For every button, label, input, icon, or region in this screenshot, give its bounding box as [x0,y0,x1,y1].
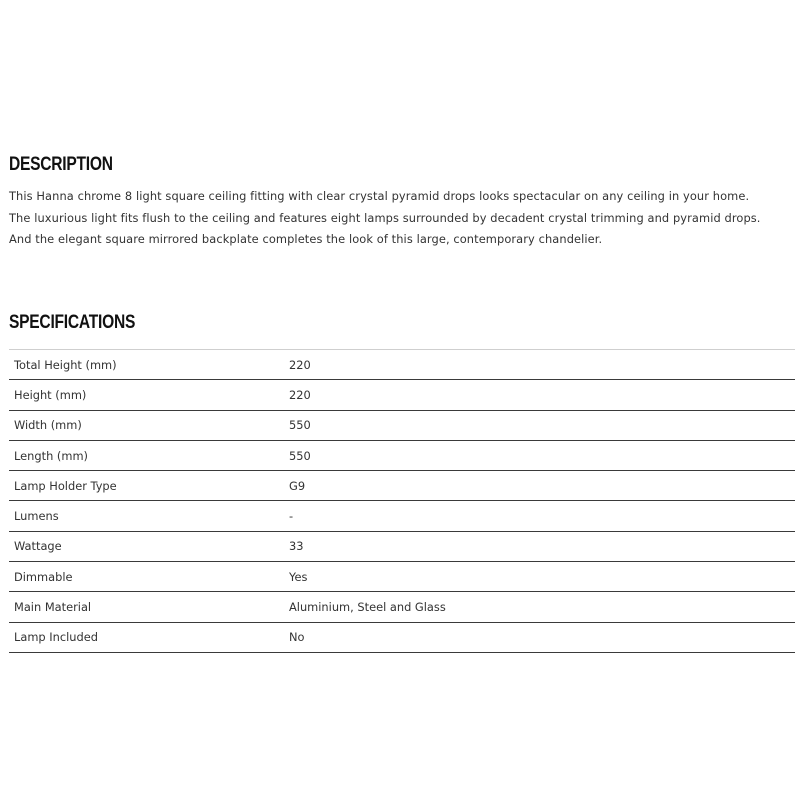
table-row [9,410,795,440]
spec-label: Height (mm) [9,380,284,410]
table-row [9,380,795,410]
description-heading: DESCRIPTION [9,154,113,175]
specifications-table [9,349,795,653]
description-line: And the elegant square mirrored backplate completes the look of this large, contemporary chandelier. [9,232,603,246]
description-line: This Hanna chrome 8 light square ceiling fitting with clear crystal pyramid drops looks spectacular on any ceiling in your home. [9,189,750,203]
table-row [9,501,795,531]
table-row [9,350,795,380]
table-row [9,562,795,592]
spec-label: Lamp Included [9,622,284,652]
table-row [9,440,795,470]
table-row [9,471,795,501]
spec-label: Lumens [9,501,284,531]
spec-value: G9 [284,471,795,501]
spec-label: Width (mm) [9,410,284,440]
spec-label: Main Material [9,592,284,622]
table-row [9,531,795,561]
spec-label: Lamp Holder Type [9,471,284,501]
specifications-heading: SPECIFICATIONS [9,312,136,333]
table-row [9,592,795,622]
description-text [9,186,799,251]
spec-value: 550 [284,410,795,440]
spec-value: No [284,622,795,652]
spec-value: 550 [284,440,795,470]
spec-value: - [284,501,795,531]
spec-value: 220 [284,350,795,380]
spec-label: Dimmable [9,562,284,592]
table-row [9,622,795,652]
spec-label: Wattage [9,531,284,561]
spec-value: 33 [284,531,795,561]
spec-label: Total Height (mm) [9,350,284,380]
spec-label: Length (mm) [9,440,284,470]
spec-value: Yes [284,562,795,592]
spec-value: Aluminium, Steel and Glass [284,592,795,622]
spec-value: 220 [284,380,795,410]
description-line: The luxurious light fits flush to the ceiling and features eight lamps surrounded by decadent crystal trimming and pyramid drops. [9,210,761,225]
